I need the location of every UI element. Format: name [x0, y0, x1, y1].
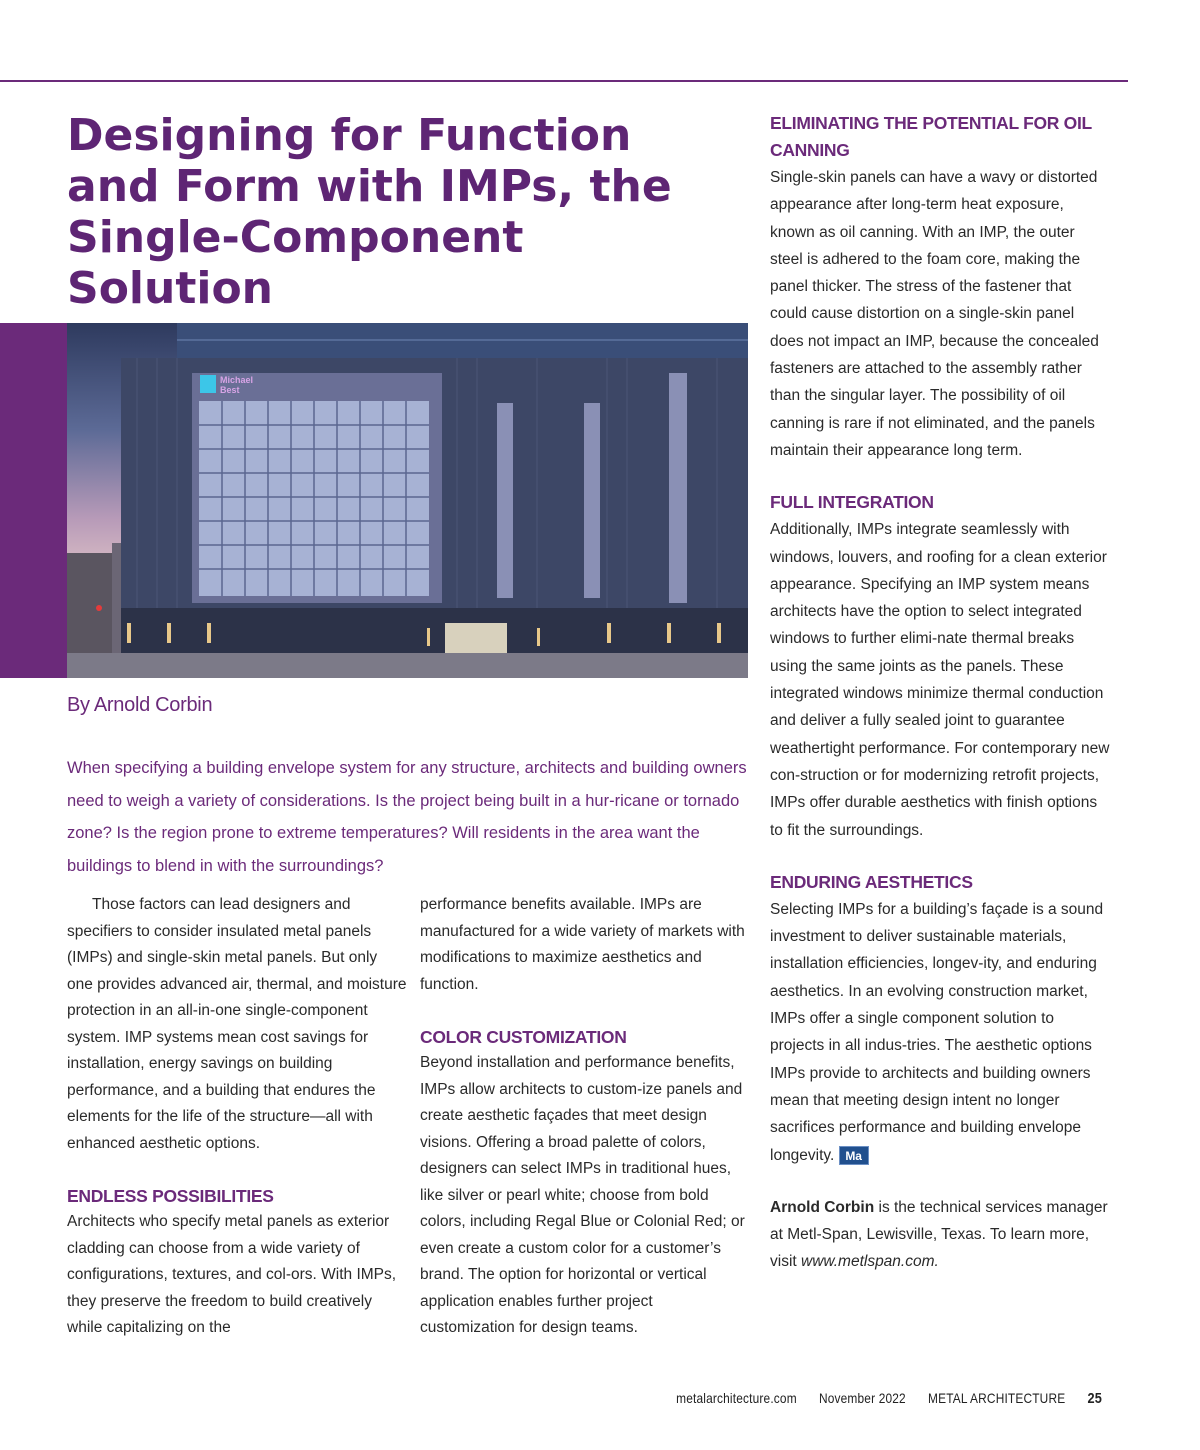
- body-paragraph: [770, 896, 1110, 1169]
- body-paragraph: Beyond installation and performance benefits, IMPs allow architects to custom-ize panels and create aesthetic façades that meet design visions. Offering a broad palette of colors, designers can select IMPs in traditional hues, like silver or pearl white; choose from bold colors, including Regal Blue or Colonial Red; or even create a custom color for a customer’s brand. The option for horizontal or vertical application enables further project customization for design teams.: [420, 1054, 745, 1336]
- svg-text:Best: Best: [220, 385, 240, 395]
- body-column-3: [770, 110, 1110, 1276]
- body-paragraph: Additionally, IMPs integrate seamlessly with windows, louvers, and roofing for a clean exterior appearance. Specifying an IMP system means architects have the option to select integrated windows to further elimi-nate thermal breaks using the same joints as the panels. These integrated windows minimize thermal conduction and deliver a fully sealed joint to guarantee weathertight performance. For contemporary new con-struction or for modernizing retrofit projects, IMPs offer durable aesthetics with finish options to fit the surroundings.: [770, 521, 1110, 839]
- top-rule: [0, 80, 1128, 82]
- section-heading-color: COLOR CUSTOMIZATION: [420, 1027, 627, 1047]
- section-heading-endless: ENDLESS POSSIBILITIES: [67, 1186, 274, 1206]
- footer-site: metalarchitecture.com: [676, 1390, 797, 1406]
- body-paragraph: Those factors can lead designers and specifiers to consider insulated metal panels (IMPs) and single-skin metal panels. But only one provides advanced air, thermal, and moisture protection in an all-in-one single-component system. IMP systems mean cost savings for installation, energy savings on building performance, and a building that endures the elements for the life of the structure—all with enhanced aesthetic options.: [67, 896, 407, 1152]
- body-paragraph: Single-skin panels can have a wavy or distorted appearance after long-term heat exposure, known as oil canning. With an IMP, the outer steel is adhered to the foam core, making the panel thicker. The stress of the fastener that could cause distortion on a single-skin panel does not impact an IMP, because the concealed fasteners are attached to the assembly rather than the singular layer. The possibility of oil canning is rare if not eliminated, and the panels maintain their appearance long term.: [770, 169, 1099, 459]
- svg-text:Michael: Michael: [220, 375, 254, 385]
- footer-magazine: METAL ARCHITECTURE: [928, 1390, 1066, 1406]
- enduring-text: Selecting IMPs for a building’s façade is a sound investment to deliver sustainable materials, installation efficiencies, longev-ity, and enduring aesthetics. In an evolving construction market, IMPs offer a single component solution to projects in all indus-tries. The aesthetic options IMPs provide to architects and building owners mean that meeting design intent no longer sacrifices performance and building envelope longevity.: [770, 900, 1104, 1164]
- building-photo: [67, 323, 748, 678]
- section-heading-full-integration: FULL INTEGRATION: [770, 492, 934, 513]
- intro-paragraph: When specifying a building envelope system for any structure, architects and building owners need to weigh a variety of considerations. Is the project being built in a hur-ricane or tornado zone? Is the region prone to extreme temperatures? Will residents in the area want the buildings to blend in with the surroundings?: [67, 759, 747, 876]
- building-illustration: [67, 323, 748, 678]
- body-column-1: [67, 892, 407, 1342]
- page-number: 25: [1087, 1390, 1102, 1407]
- body-paragraph: performance benefits available. IMPs are manufactured for a wide variety of markets with modifications to maximize aesthetics and function.: [420, 896, 745, 993]
- section-heading-enduring: ENDURING AESTHETICS: [770, 871, 973, 892]
- body-column-2: [420, 892, 750, 1342]
- author-link[interactable]: www.metlspan.com.: [801, 1253, 939, 1271]
- body-paragraph: Architects who specify metal panels as exterior cladding can choose from a wide variety of configurations, textures, and col-ors. With IMPs, they preserve the freedom to build creatively while capitalizing on the: [67, 1213, 397, 1336]
- accent-bar: [0, 323, 67, 678]
- end-mark-logo: Ma: [839, 1146, 869, 1165]
- page-footer: [657, 1390, 1102, 1407]
- author-name: Arnold Corbin: [770, 1198, 875, 1216]
- footer-issue: November 2022: [818, 1390, 906, 1406]
- author-bio-text: is the technical services manager at Metl-Span, Lewisville, Texas. To learn more, visit: [770, 1198, 1108, 1271]
- author-bio: [770, 1194, 1110, 1276]
- section-heading-oil-canning: ELIMINATING THE POTENTIAL FOR OIL CANNING: [770, 113, 1092, 160]
- byline: By Arnold Corbin: [67, 694, 213, 716]
- article-title: Designing for Function and Form with IMPs, the Single-Component Solution: [67, 110, 672, 314]
